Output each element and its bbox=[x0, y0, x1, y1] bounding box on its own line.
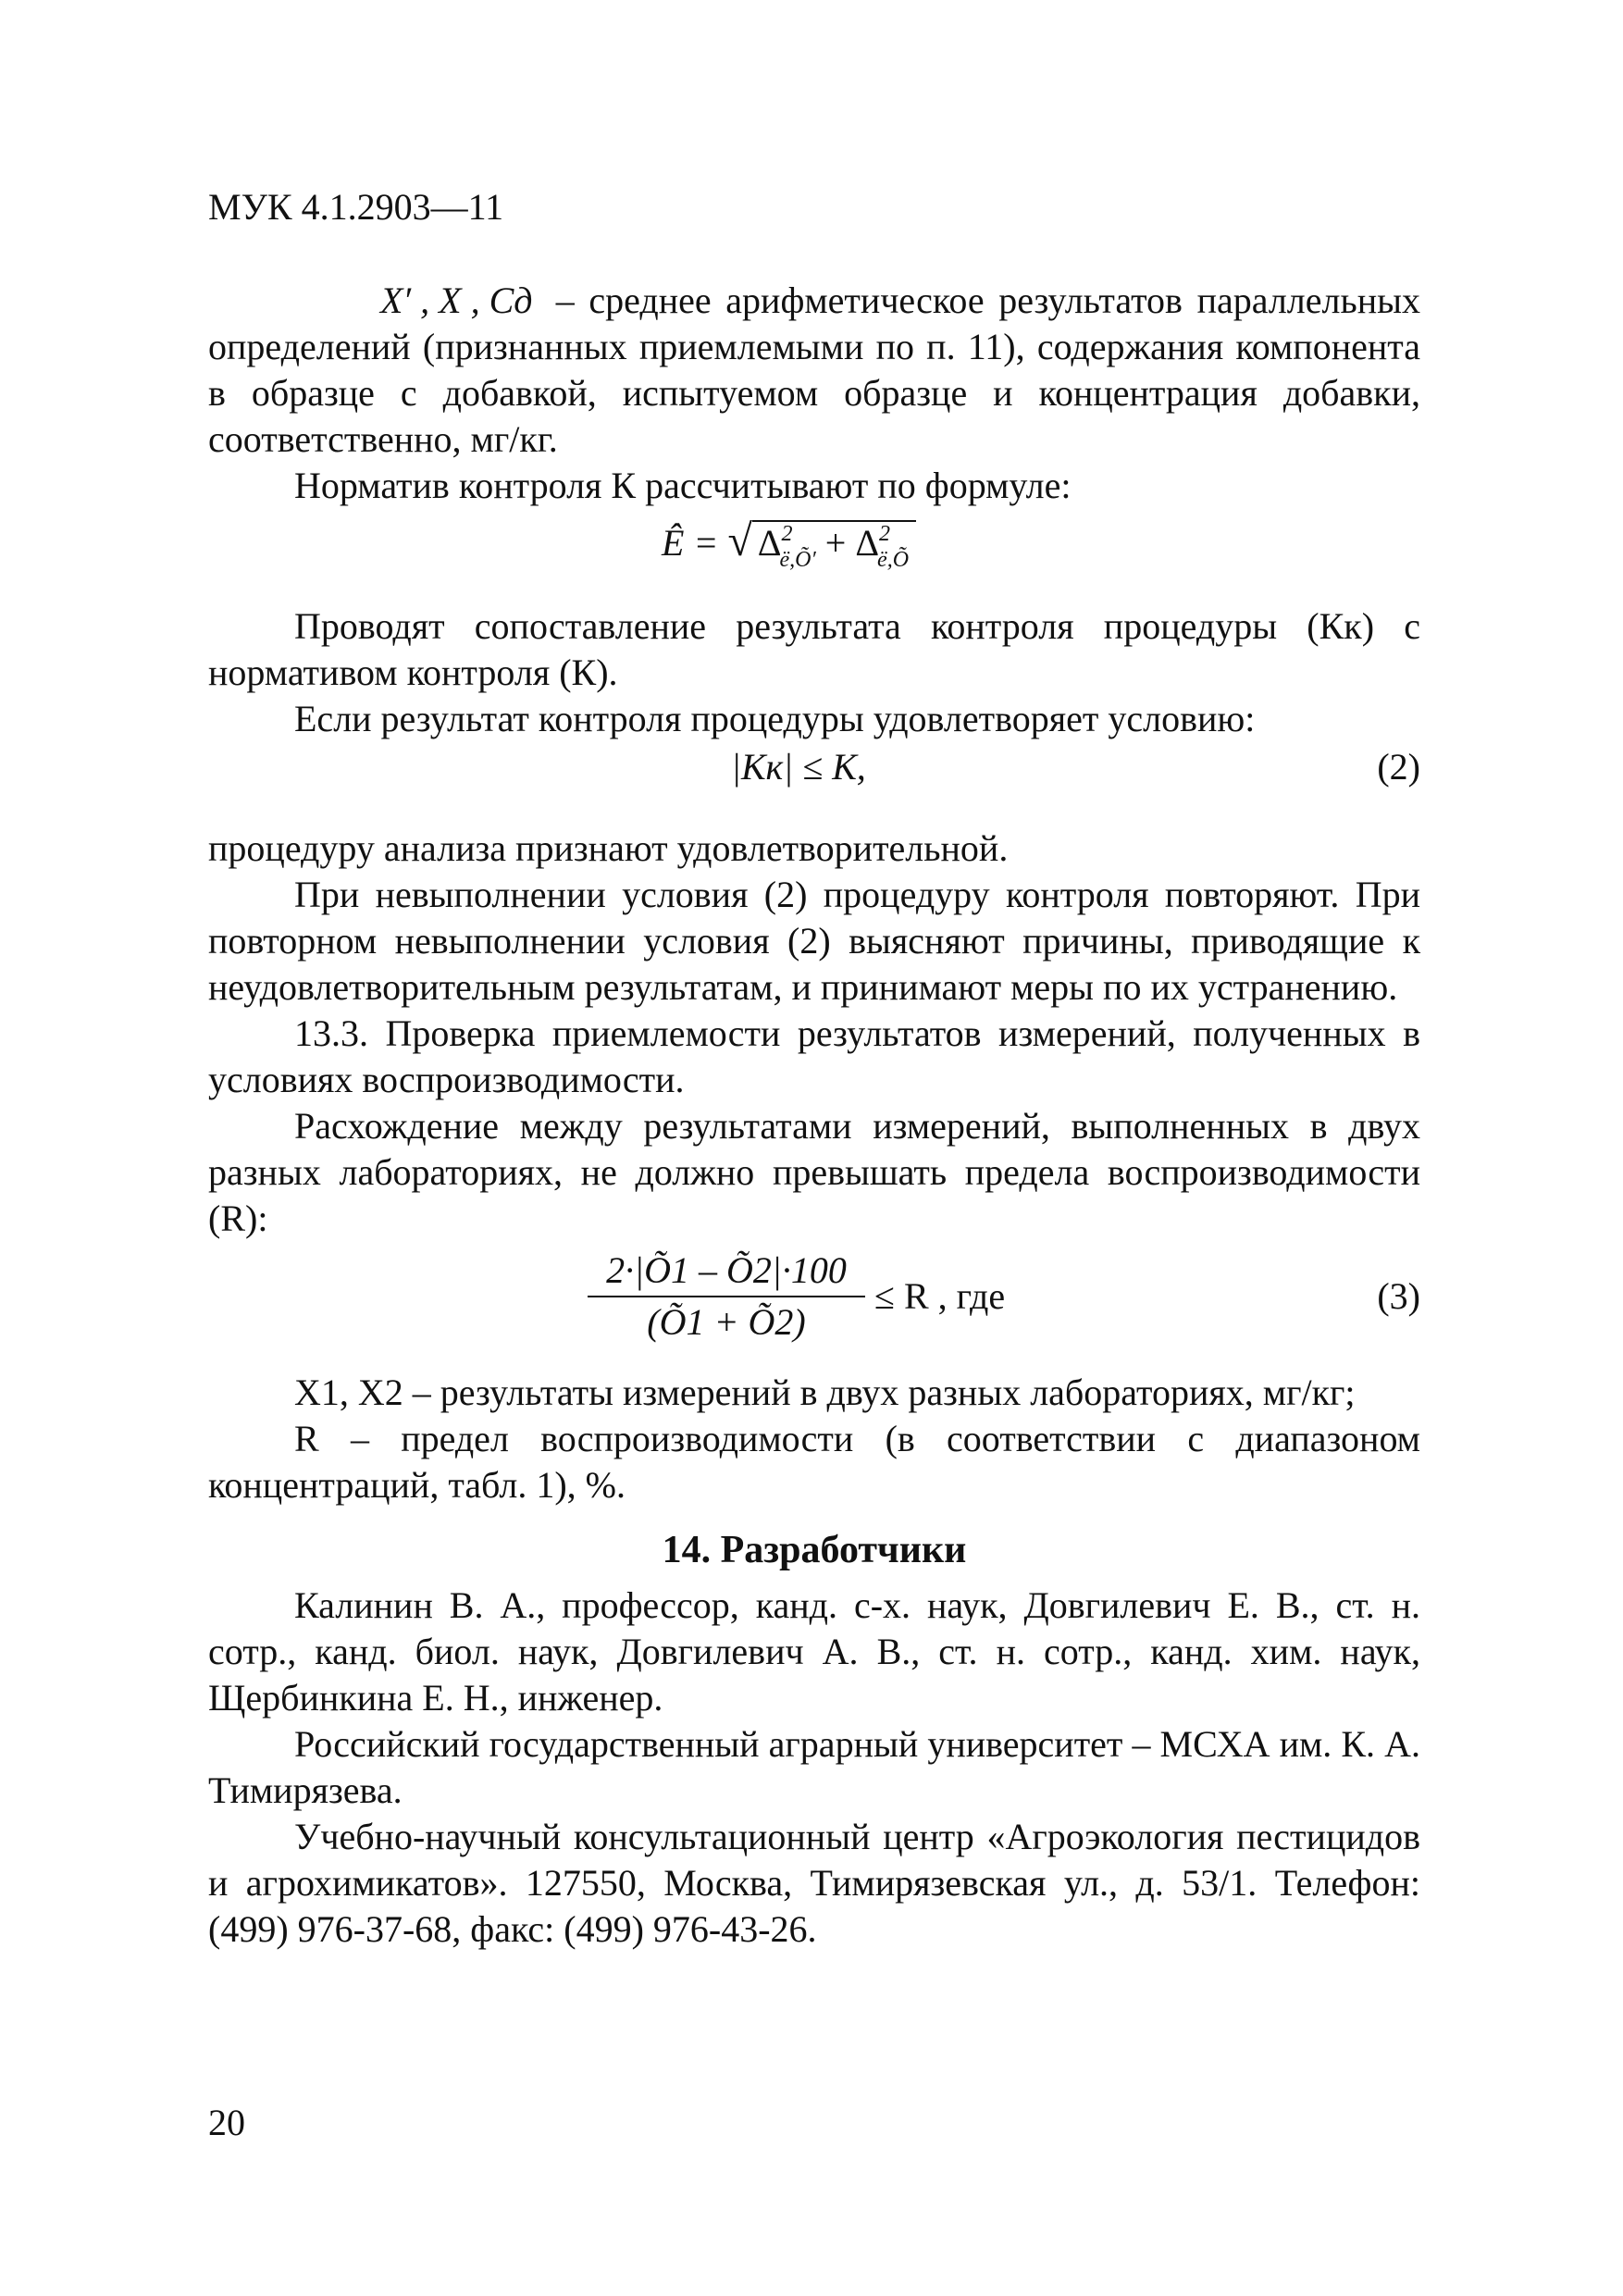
term1-subscript: ë,Õ′ bbox=[779, 548, 816, 572]
equation-number-2: (2) bbox=[1377, 746, 1420, 788]
paragraph-comparison: Проводят сопоставление результата контроля процедуры (Кк) с нормативом контроля (К). bbox=[208, 605, 1420, 693]
paragraph-condition-intro: Если результат контроля процедуры удовлетворяет условию: bbox=[294, 698, 1256, 739]
definitions-text: – среднее арифметическое результатов параллельных определений (признанных приемлемыми по п. 11), содержания компонента в образце с добавкой, испытуемом образце и концентрация добавки, соответственно, мг/кг. bbox=[208, 279, 1421, 460]
document-code-header: МУК 4.1.2903—11 bbox=[208, 186, 504, 228]
term2-subscript: ë,Õ bbox=[877, 548, 910, 572]
plus-sign: + bbox=[824, 522, 847, 564]
paragraph-r-definition: R – предел воспроизводимости (в соответствии с диапазоном концентраций, табл. 1), %. bbox=[208, 1418, 1420, 1506]
term1-exponent: 2 bbox=[781, 522, 793, 546]
formula-control-norm bbox=[208, 511, 1420, 576]
paragraph-consulting-center: Учебно-научный консультационный центр «Агроэкология пестицидов и агрохимикатов». 127550, Москва, Тимирязевская ул., д. 53/1. Телефон: (499) 976-37-68, факс: (499) 976-43-26. bbox=[208, 1816, 1420, 1950]
paragraph-section-13-3: 13.3. Проверка приемлемости результатов измерений, полученных в условиях воспроизводимости. bbox=[208, 1012, 1420, 1100]
fraction-denominator: (Õ1 + Õ2) bbox=[647, 1301, 806, 1343]
equation-number-3: (3) bbox=[1377, 1275, 1420, 1317]
paragraph-accepted: процедуру анализа признают удовлетворительной. bbox=[208, 827, 1009, 869]
formula-symbols: X′ , X , Cд bbox=[380, 279, 533, 321]
fraction-numerator: 2·|Õ1 – Õ2|·100 bbox=[588, 1247, 865, 1297]
radicand bbox=[752, 520, 916, 572]
sqrt-expression bbox=[662, 511, 916, 583]
paragraph-discrepancy: Расхождение между результатами измерений, выполненных в двух разных лабораториях, не должно превышать предела воспроизводимости (R): bbox=[208, 1105, 1420, 1239]
formula-lhs: Ê = bbox=[662, 522, 719, 564]
paragraph-university: Российский государственный аграрный университет – МСХА им. К. А. Тимирязева. bbox=[208, 1723, 1420, 1811]
paragraph-repeat-control: При невыполнении условия (2) процедуру контроля повторяют. При повторном невыполнении условия (2) выясняют причины, приводящие к неудовлетворительным результатам, и принимают меры по их устранению. bbox=[208, 874, 1420, 1008]
section-title-developers: 14. Разработчики bbox=[662, 1529, 967, 1571]
fraction bbox=[588, 1247, 865, 1346]
radical-sign: √ bbox=[727, 516, 752, 565]
paragraph-authors: Калинин В. А., профессор, канд. с-х. наук, Довгилевич Е. В., ст. н. сотр., канд. биол. наук, Довгилевич А. В., ст. н. сотр., канд. хим. наук, Щербинкина Е. Н., инженер. bbox=[208, 1584, 1420, 1719]
paragraph-definitions bbox=[208, 278, 1420, 463]
term1-symbol: Δ bbox=[757, 522, 782, 564]
fraction-tail: ≤ R , где bbox=[874, 1275, 1006, 1317]
paragraph-x-definition: X1, X2 – результаты измерений в двух разных лабораториях, мг/кг; bbox=[294, 1371, 1356, 1413]
term2-exponent: 2 bbox=[879, 522, 891, 546]
page-number: 20 bbox=[208, 2102, 245, 2143]
formula-inequality bbox=[208, 744, 1420, 798]
page-body bbox=[208, 278, 1420, 1953]
paragraph-norm-intro: Норматив контроля К рассчитывают по формуле: bbox=[294, 465, 1072, 506]
formula-reproducibility bbox=[208, 1247, 1420, 1359]
inequality-expression: |Кк| ≤ К, bbox=[731, 746, 866, 788]
term2-symbol: Δ bbox=[855, 522, 880, 564]
